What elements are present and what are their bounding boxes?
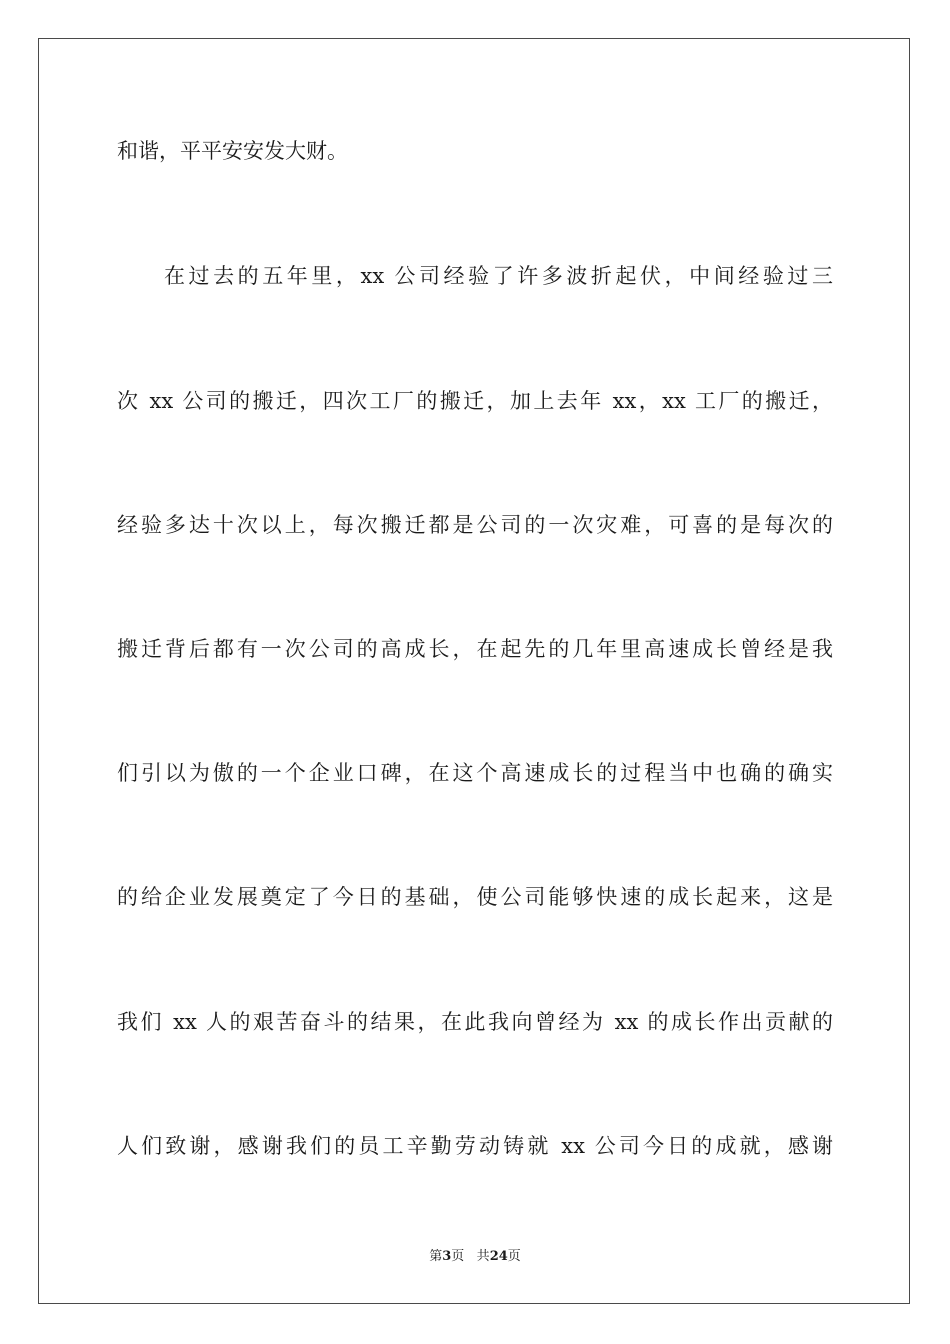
text-line-9: 人们致谢，感谢我们的员工辛勤劳动铸就 xx 公司今日的成就，感谢	[117, 1134, 833, 1158]
text-line-5: 搬迁背后都有一次公司的高成长，在起先的几年里高速成长曾经是我	[117, 637, 833, 661]
page-footer	[0, 1249, 950, 1265]
total-prefix: 共	[476, 1249, 490, 1264]
page-number: 3	[442, 1249, 452, 1264]
page-border	[38, 38, 910, 1304]
text-line-6: 们引以为傲的一个企业口碑，在这个高速成长的过程当中也确的确实	[117, 761, 833, 785]
text-line-1: 和谐，平平安安发大财。	[117, 139, 348, 163]
total-pages: 24	[489, 1249, 508, 1264]
text-line-8: 我们 xx 人的艰苦奋斗的结果，在此我向曾经为 xx 的成长作出贡献的	[117, 1010, 833, 1034]
total-suffix: 页	[507, 1249, 521, 1264]
text-line-3: 次 xx 公司的搬迁，四次工厂的搬迁，加上去年 xx，xx 工厂的搬迁，	[117, 389, 833, 413]
text-line-4: 经验多达十次以上，每次搬迁都是公司的一次灾难，可喜的是每次的	[117, 513, 833, 537]
page-suffix: 页	[451, 1249, 465, 1264]
page-prefix: 第	[429, 1249, 443, 1264]
text-line-2: 在过去的五年里，xx 公司经验了许多波折起伏，中间经验过三	[164, 264, 833, 288]
text-line-7: 的给企业发展奠定了今日的基础，使公司能够快速的成长起来，这是	[117, 885, 833, 909]
